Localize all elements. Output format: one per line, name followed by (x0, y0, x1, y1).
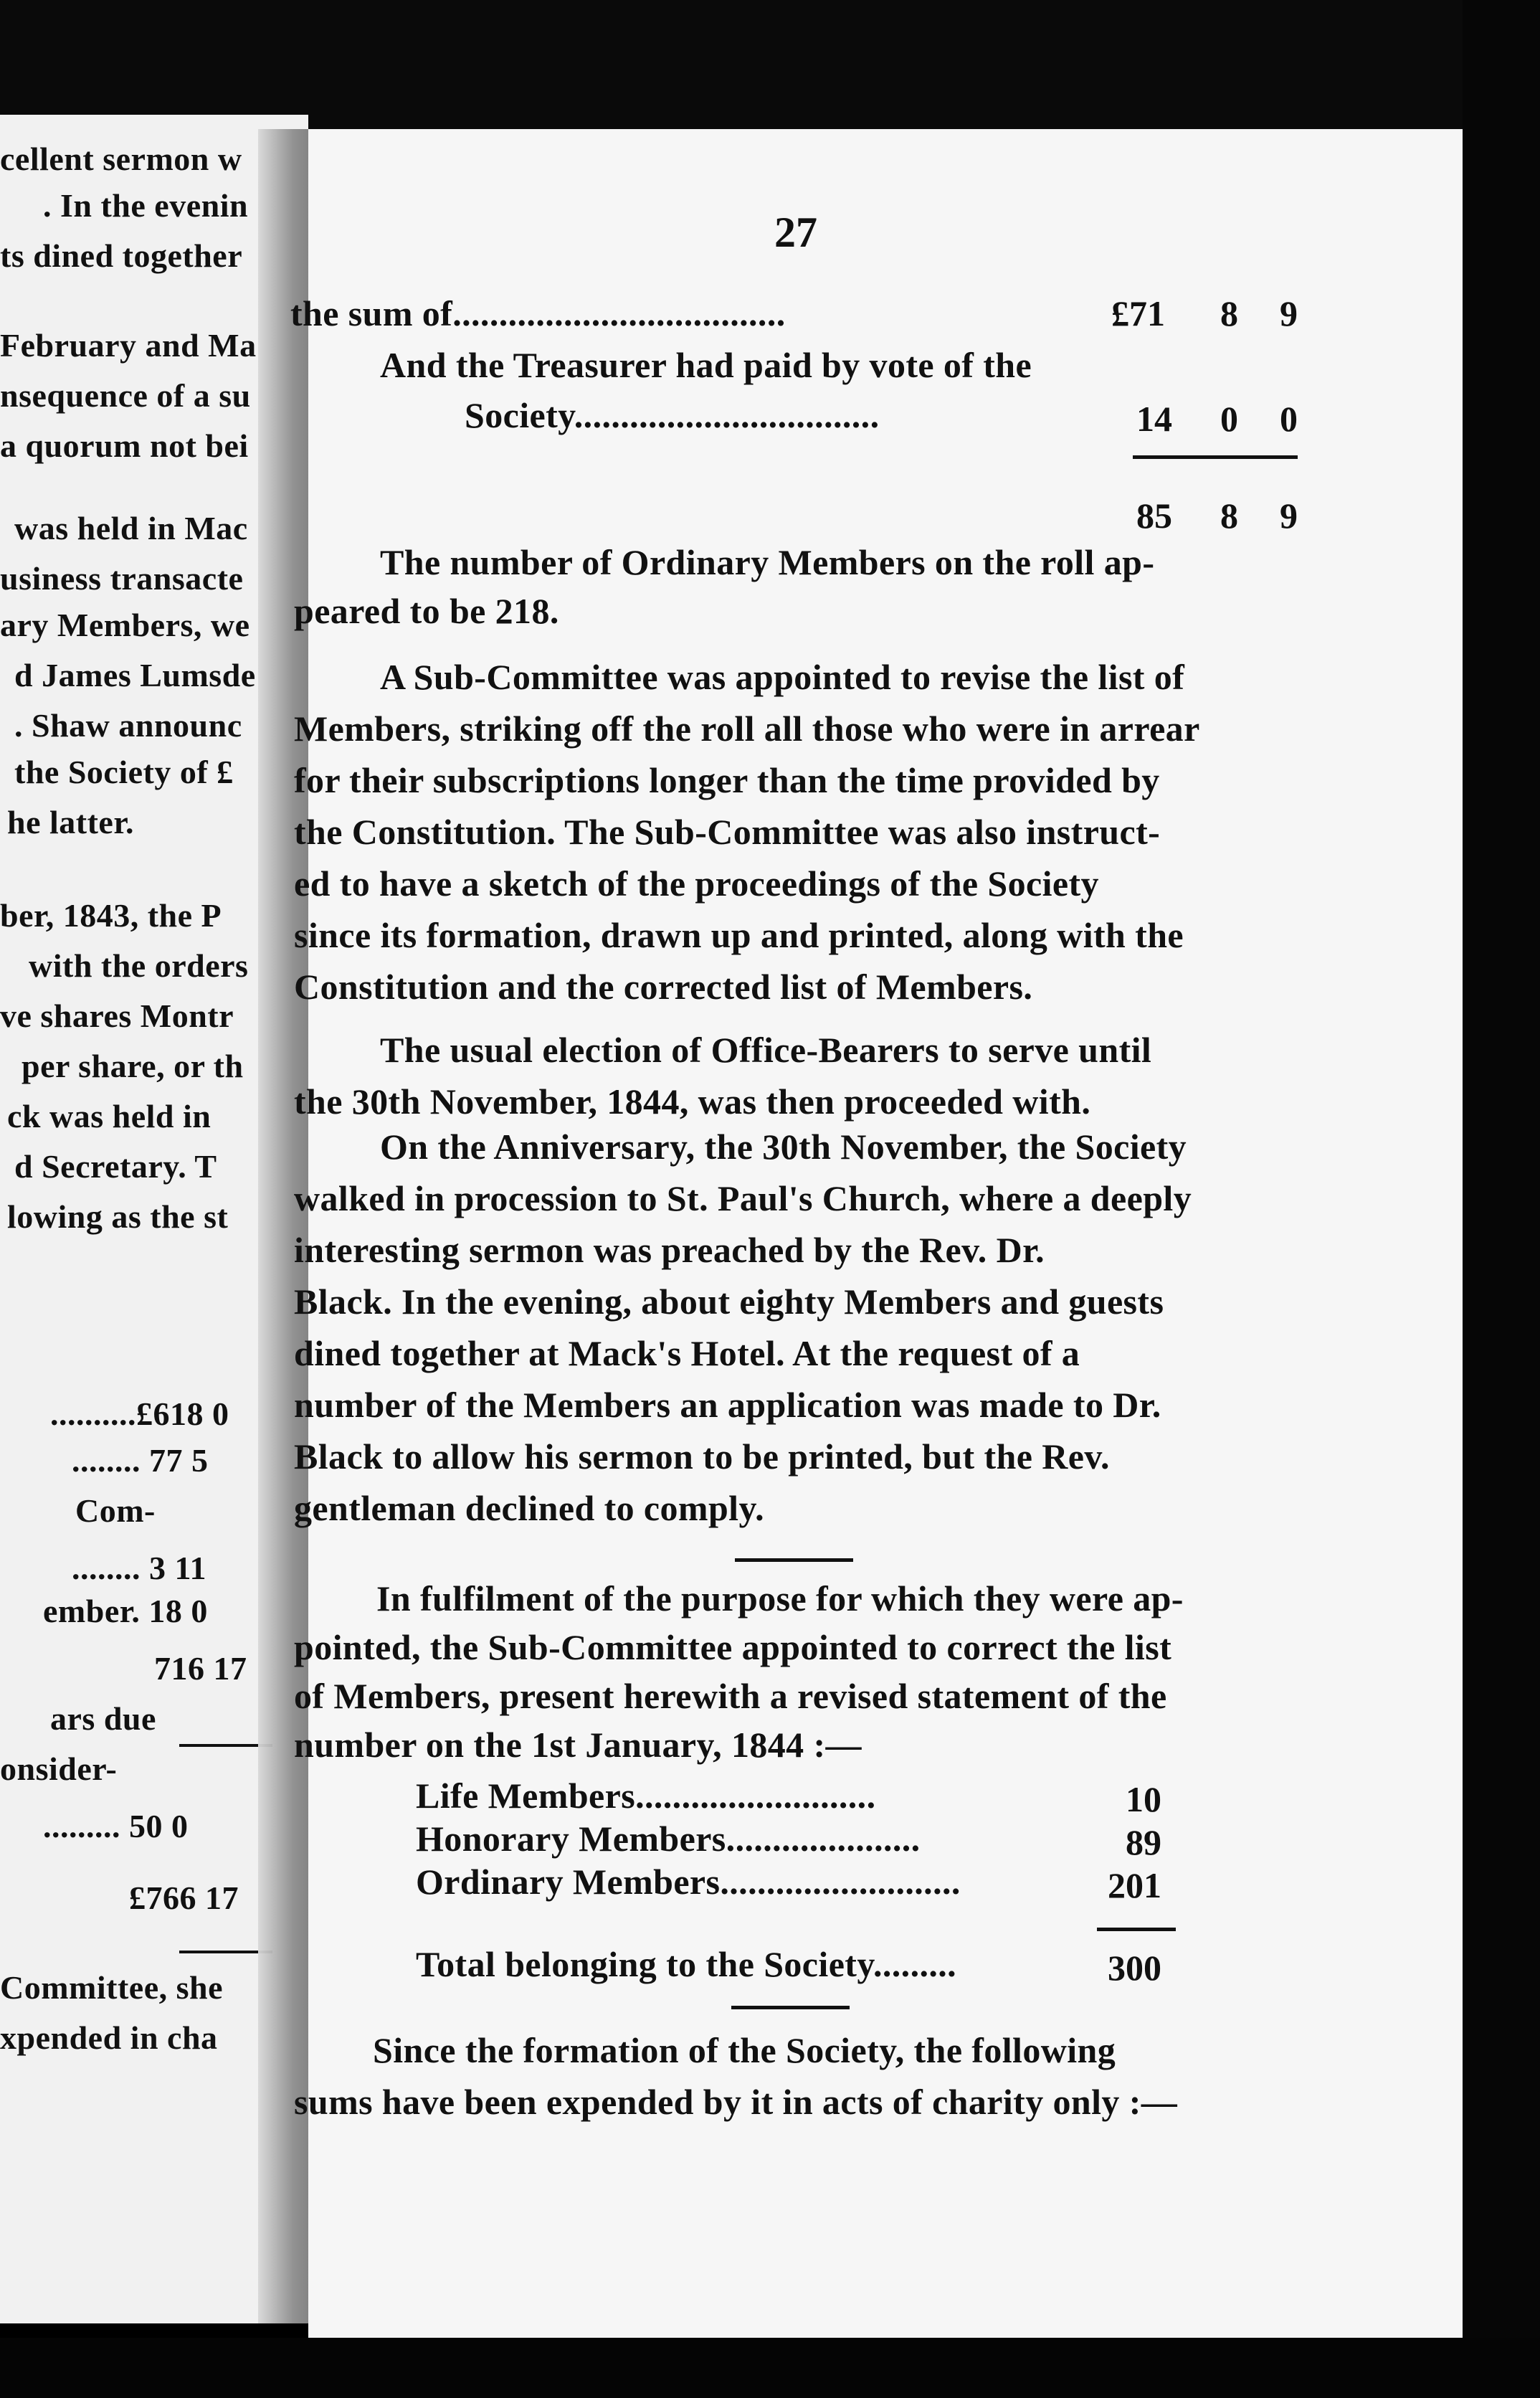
members-row-life: Life Members.......................... (416, 1776, 876, 1816)
members-row-ordinary: Ordinary Members.......................... (416, 1862, 961, 1902)
left-page-line: he latter. (7, 804, 135, 840)
left-page-line: ember. 18 0 (43, 1593, 208, 1629)
background-bottom (0, 2338, 1540, 2398)
paragraph-p6-line: Since the formation of the Society, the following (373, 2030, 1116, 2070)
left-page-line: Committee, she (0, 1969, 224, 2006)
left-page-line: cellent sermon w (0, 141, 242, 177)
account-amount-1-pence: 9 (1280, 293, 1298, 333)
left-page-line: ber, 1843, the P (0, 897, 222, 934)
left-page-line: £766 17 (129, 1880, 239, 1916)
paragraph-p2-line: Members, striking off the roll all those who were in arrear (294, 708, 1200, 749)
paragraph-p3-line: the 30th November, 1844, was then proceeded with. (294, 1081, 1091, 1122)
left-page-line: ve shares Montr (0, 997, 234, 1034)
left-page-line: xpended in cha (0, 2019, 218, 2056)
paragraph-p1-line: peared to be 218. (294, 591, 559, 631)
section-divider-1 (735, 1558, 853, 1562)
left-page-line: was held in Mac (14, 510, 248, 546)
paragraph-p2-line: Constitution and the corrected list of Members. (294, 967, 1033, 1007)
left-page-line: ........ 3 11 (72, 1550, 206, 1586)
account-amount-3-pence: 0 (1280, 399, 1298, 439)
page-number: 27 (774, 209, 817, 256)
left-page-line: 716 17 (154, 1650, 247, 1687)
paragraph-p2-line: ed to have a sketch of the proceedings of the Society (294, 863, 1099, 904)
account-total-shillings: 8 (1220, 496, 1238, 536)
members-count-honorary: 89 (1126, 1822, 1161, 1862)
account-amount-1-shillings: 8 (1220, 293, 1238, 333)
left-page-line: ..........£618 0 (50, 1395, 229, 1432)
left-page-line: . In the evenin (43, 187, 249, 224)
left-page-line: with the orders (29, 947, 249, 984)
paragraph-p5-line: of Members, present herewith a revised statement of the (294, 1676, 1167, 1716)
account-amount-3-pounds: 14 (1136, 399, 1172, 439)
left-page-line: d Secretary. T (14, 1148, 217, 1185)
paragraph-p4-line: On the Anniversary, the 30th November, the Society (380, 1127, 1187, 1167)
members-count-life: 10 (1126, 1779, 1161, 1819)
paragraph-p4-line: gentleman declined to comply. (294, 1488, 765, 1528)
account-total-pence: 9 (1280, 496, 1298, 536)
left-page-line: ary Members, we (0, 607, 250, 643)
left-page-line: a quorum not bei (0, 427, 249, 464)
left-page-line: d James Lumsde (14, 657, 256, 693)
paragraph-p2-line: for their subscriptions longer than the time provided by (294, 760, 1160, 800)
paragraph-p4-line: dined together at Mack's Hotel. At the request of a (294, 1333, 1080, 1373)
account-line-2: And the Treasurer had paid by vote of the (380, 345, 1032, 385)
paragraph-p4-line: interesting sermon was preached by the Rev. Dr. (294, 1230, 1045, 1270)
paragraph-p2-line: the Constitution. The Sub-Committee was also instruct- (294, 812, 1161, 852)
paragraph-p5-line: pointed, the Sub-Committee appointed to correct the list (294, 1627, 1172, 1667)
paragraph-p5-line: In fulfilment of the purpose for which they were ap- (376, 1578, 1184, 1619)
left-page-line: February and Ma (0, 327, 257, 364)
paragraph-p4-line: Black. In the evening, about eighty Members and guests (294, 1281, 1164, 1322)
members-count-ordinary: 201 (1108, 1865, 1161, 1905)
account-line-3: Society................................. (465, 395, 880, 435)
account-total-pounds: 85 (1136, 496, 1172, 536)
account-line-1: the sum of.................................... (290, 293, 786, 333)
left-page-line: ck was held in (7, 1098, 211, 1134)
members-total-count: 300 (1108, 1948, 1161, 1988)
members-row-honorary: Honorary Members..................... (416, 1819, 921, 1859)
paragraph-p2-line: A Sub-Committee was appointed to revise the list of (380, 657, 1185, 697)
account-sum-rule (1133, 455, 1298, 459)
paragraph-p4-line: walked in procession to St. Paul's Church, where a deeply (294, 1178, 1192, 1218)
left-page-line: lowing as the st (7, 1198, 229, 1235)
section-divider-2 (731, 2006, 850, 2009)
paragraph-p6-line: sums have been expended by it in acts of charity only :— (294, 2082, 1178, 2122)
left-page-line: the Society of £ (14, 754, 234, 790)
background-right (1463, 0, 1540, 2398)
members-total-row: Total belonging to the Society......... (416, 1944, 957, 1984)
left-page-line: ars due (50, 1700, 156, 1737)
account-amount-1-pounds: £71 (1111, 293, 1165, 333)
main-page (290, 129, 1463, 2338)
paragraph-p1-line: The number of Ordinary Members on the roll ap- (380, 542, 1155, 582)
members-sum-rule (1097, 1928, 1176, 1931)
left-page-line: ......... 50 0 (43, 1808, 189, 1844)
paragraph-p4-line: Black to allow his sermon to be printed, but the Rev. (294, 1436, 1110, 1477)
left-page-line: . Shaw announc (14, 707, 242, 744)
left-page-line: usiness transacte (0, 560, 244, 597)
paragraph-p3-line: The usual election of Office-Bearers to serve until (380, 1030, 1152, 1070)
left-page-line: per share, or th (22, 1048, 244, 1084)
paragraph-p2-line: since its formation, drawn up and printed, along with the (294, 915, 1184, 955)
left-page-line: ........ 77 5 (72, 1442, 209, 1479)
left-page-line: onsider- (0, 1750, 118, 1787)
account-amount-3-shillings: 0 (1220, 399, 1238, 439)
left-page-line: nsequence of a su (0, 377, 251, 414)
left-page-line: Com- (75, 1492, 156, 1529)
paragraph-p5-line: number on the 1st January, 1844 :— (294, 1725, 862, 1765)
paragraph-p4-line: number of the Members an application was made to Dr. (294, 1385, 1161, 1425)
left-page-line: ts dined together (0, 237, 243, 274)
